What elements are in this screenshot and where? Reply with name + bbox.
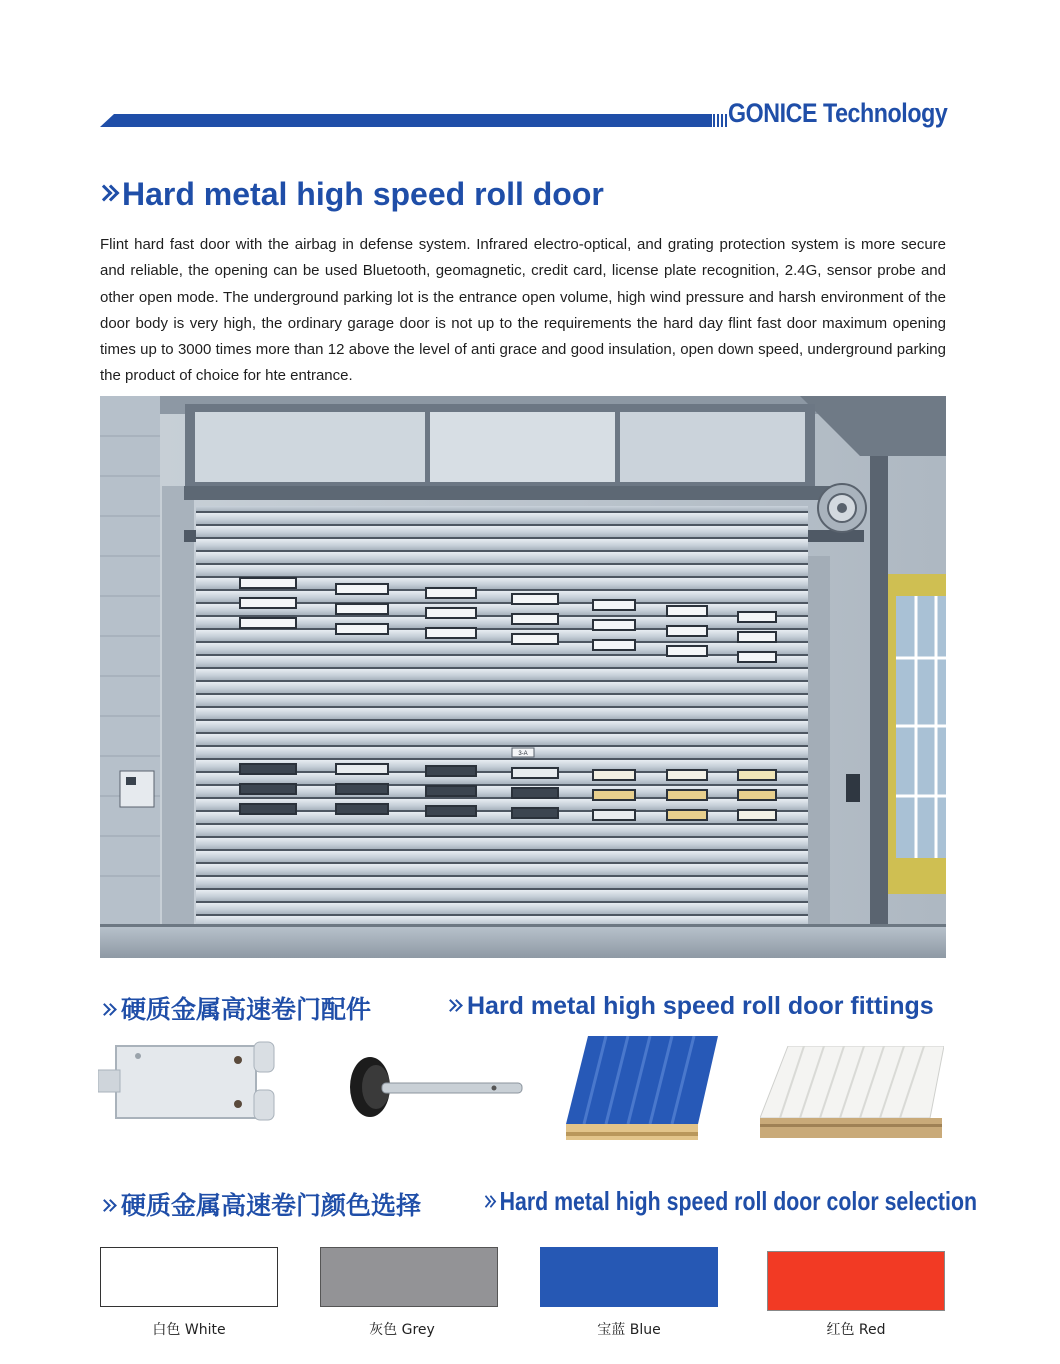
brand-name: GONICE Technology (728, 98, 948, 128)
color-label-red: 红色 Red (826, 1322, 886, 1338)
color-swatch-grey[interactable] (320, 1247, 498, 1307)
colors-title-en-text: Hard metal high speed roll door color selection (499, 1186, 978, 1216)
color-swatch-blue[interactable] (540, 1247, 718, 1307)
header-rule (100, 114, 712, 127)
door-number-label: 3-A (518, 751, 528, 757)
color-swatch-red[interactable] (767, 1251, 945, 1311)
fitting-shaft-roller (348, 1052, 524, 1127)
colors-title-en (484, 1186, 977, 1217)
product-description: Flint hard fast door with the airbag in defense system. Infrared electro-optical, and grating protection system is more secure and reliable, the opening can be used Bluetooth, geomagnetic, credit card, license plate recognition, 2.4G, sensor probe and other open mode. The underground parking lot is the entrance open volume, high wind pressure and harsh environment of the door body is very high, the ordinary garage door is not up to the requirements the hard day flint fast door maximum opening times up to 3000 times more than 12 above the level of anti grace and good insulation, open down speed, underground parking the product of choice for hte entrance. (100, 236, 946, 385)
color-swatch-white[interactable] (100, 1247, 278, 1307)
page-title-text: Hard metal high speed roll door (122, 176, 604, 212)
double-chevron-icon (448, 997, 463, 1017)
double-chevron-icon (102, 1001, 117, 1021)
fittings-title-en-text: Hard metal high speed roll door fittings (467, 992, 934, 1020)
fitting-blue-panel (566, 1036, 718, 1149)
double-chevron-icon (102, 1197, 117, 1217)
color-label-grey: 灰色 Grey (369, 1322, 435, 1338)
double-chevron-icon (100, 182, 118, 208)
roll-door-photo (100, 396, 946, 958)
colors-title-cn (102, 1186, 421, 1222)
fitting-hinge-plate (98, 1040, 278, 1129)
color-label-white: 白色 White (152, 1322, 226, 1338)
header-rule-ticks (713, 114, 727, 127)
color-label-blue: 宝蓝 Blue (597, 1322, 661, 1338)
colors-title-cn-text: 硬质金属高速卷门颜色选择 (121, 1191, 422, 1220)
fittings-title-cn (102, 990, 371, 1026)
double-chevron-icon (484, 1193, 496, 1213)
fittings-title-cn-text: 硬质金属高速卷门配件 (121, 995, 372, 1024)
fitting-white-panel (760, 1046, 944, 1147)
page-title (100, 176, 604, 213)
roll-door-illustration (100, 396, 946, 958)
fittings-title-en (448, 992, 934, 1021)
